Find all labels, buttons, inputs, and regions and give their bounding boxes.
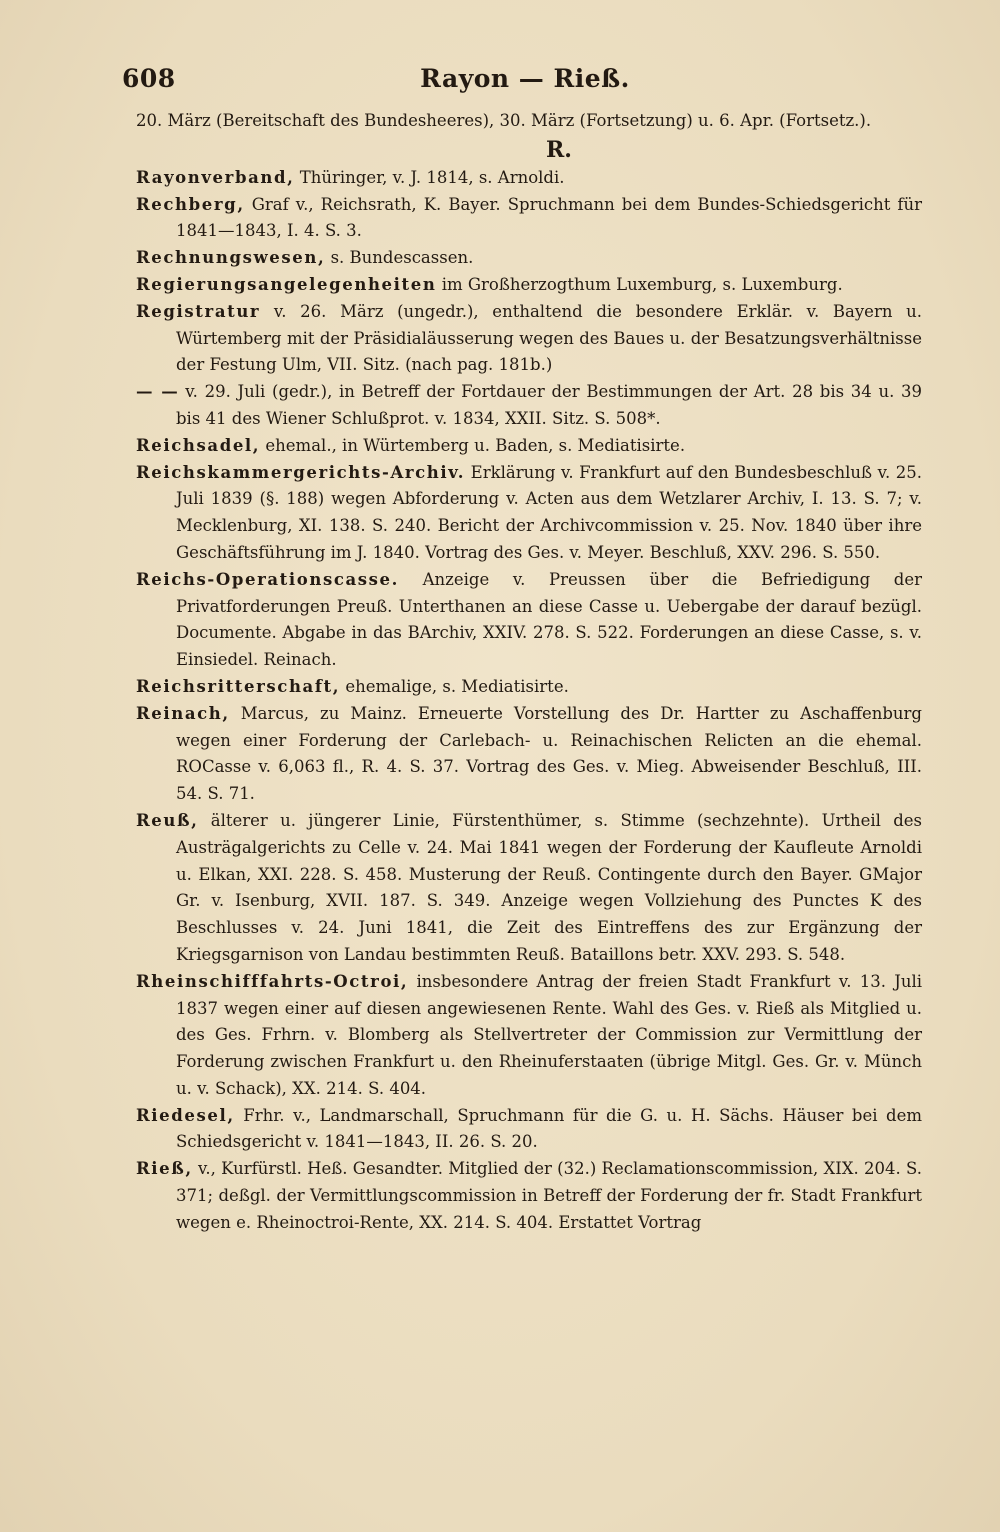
entry-headword: Rieß, (136, 1159, 193, 1179)
index-entry-registratur (136, 299, 922, 379)
entry-text: v., Kurfürstl. Heß. Gesandter. Mitglied der (32.) Reclamationscommission, XIX. 204. S. 371; deßgl. der Vermittlungscommission in Betreff der Forderung der fr. Stadt Frankfurt wegen e. Rheinoctroi-Rente, XX. 214. S. 404. Erstattet Vortrag (176, 1159, 922, 1232)
entry-text: Graf v., Reichsrath, K. Bayer. Spruchmann bei dem Bundes-Schiedsgericht für 1841—1843, I. 4. S. 3. (176, 194, 923, 241)
continuation-text: 20. März (Bereitschaft des Bundesheeres), 30. März (Fortsetzung) u. 6. Apr. (Fortsetz.). (136, 111, 872, 130)
entry-text: insbesondere Antrag der freien Stadt Frankfurt v. 13. Juli 1837 wegen einer auf diesen angewiesenen Rente. Wahl des Ges. v. Rieß als Mitglied u. des Ges. Frhrn. v. Blomberg als Stellvertreter der Commission zur Vermittlung der Forderung zwischen Frankfurt u. den Rheinuferstaaten (übrige Mitgl. Ges. Gr. v. Münch u. v. Schack), XX. 214. S. 404. (176, 971, 922, 1098)
entry-text: Frhr. v., Landmarschall, Spruchmann für die G. u. H. Sächs. Häuser bei dem Schiedsgericht v. 1841—1843, II. 26. S. 20. (176, 1105, 922, 1152)
running-head: Rayon — Rieß. (420, 64, 630, 93)
index-entry-reuss (136, 808, 922, 969)
entry-text: ehemal., in Würtemberg u. Baden, s. Mediatisirte. (265, 435, 686, 455)
index-entry-reichs-operationscasse (136, 567, 922, 674)
entry-headword: — — (136, 382, 179, 402)
index-entry-reinach (136, 701, 922, 808)
index-text (136, 108, 922, 1237)
index-entry-registratur-cont (136, 379, 922, 433)
entry-headword: Rechnungswesen, (136, 248, 326, 268)
index-entry-reichskammergericht (136, 460, 922, 567)
entry-headword: Registratur (136, 301, 261, 321)
entry-headword: Riedesel, (136, 1105, 235, 1125)
index-entry-riedesel (136, 1103, 922, 1157)
index-entry-riess (136, 1156, 922, 1236)
entry-text: s. Bundescassen. (330, 248, 474, 268)
entry-headword: Reichsadel, (136, 435, 261, 455)
entry-text: Marcus, zu Mainz. Erneuerte Vorstellung des Dr. Hartter zu Aschaffenburg wegen einer Forderung der Carlebach- u. Reinachischen Relicten an die ehemal. ROCasse v. 6,063 fl., R. 4. S. 37. Vortrag des Ges. v. Mieg. Abweisender Beschluß, III. 54. S. 71. (176, 703, 922, 804)
entry-text: ehemalige, s. Mediatisirte. (345, 676, 569, 696)
entry-text: Anzeige v. Preussen über die Befriedigung der Privatforderungen Preuß. Unterthanen an diese Casse u. Uebergabe der darauf bezügl. Documente. Abgabe in das BArchiv, XXIV. 278. S. 522. Forderungen an diese Casse, s. v. Einsiedel. Reinach. (176, 569, 922, 670)
entry-text: im Großherzogthum Luxemburg, s. Luxemburg. (441, 274, 843, 294)
page-number: 608 (122, 64, 176, 93)
entry-text: Erklärung v. Frankfurt auf den Bundesbeschluß v. 25. Juli 1839 (§. 188) wegen Abforderung v. Acten aus dem Wetzlarer Archiv, I. 13. S. 7; v. Mecklenburg, XI. 138. S. 240. Bericht der Archivcommission v. 25. Nov. 1840 über ihre Geschäftsführung im J. 1840. Vortrag des Ges. v. Meyer. Beschluß, XXV. 296. S. 550. (176, 462, 922, 562)
entry-headword: Regierungsangelegenheiten (136, 274, 437, 294)
entry-text: Thüringer, v. J. 1814, s. Arnoldi. (299, 167, 565, 187)
entry-headword: Rechberg, (136, 194, 245, 214)
index-entry-rechnungswesen (136, 245, 922, 272)
entry-headword: Reinach, (136, 703, 230, 723)
index-entry-reichsadel (136, 433, 922, 460)
entry-headword: Reuß, (136, 810, 199, 830)
index-entry-rheinschifffahrt (136, 969, 922, 1103)
index-entry-rechberg (136, 192, 922, 246)
index-entry-reichsritterschaft (136, 674, 922, 701)
entry-headword: Rayonverband, (136, 167, 295, 187)
entry-text: v. 29. Juli (gedr.), in Betreff der Fortdauer der Bestimmungen der Art. 28 bis 34 u. 39 bis 41 des Wiener Schlußprot. v. 1834, XXII. Sitz. S. 508*. (176, 382, 922, 428)
section-letter: R. (546, 136, 572, 163)
entry-headword: Reichs-Operationscasse. (136, 569, 399, 589)
entry-headword: Rheinschifffahrts-Octroi, (136, 971, 409, 991)
entry-text: v. 26. März (ungedr.), enthaltend die besondere Erklär. v. Bayern u. Würtemberg mit der Präsidialäusserung wegen des Baues u. der Besatzungsverhältnisse der Festung Ulm, VII. Sitz. (nach pag. 181b.) (176, 301, 922, 375)
index-entry-rayonverband (136, 165, 922, 192)
entry-text: älterer u. jüngerer Linie, Fürstenthümer, s. Stimme (sechzehnte). Urtheil des Austrägalgerichts zu Celle v. 24. Mai 1841 wegen der Forderung der Kaufleute Arnoldi u. Elkan, XXI. 228. S. 458. Musterung der Reuß. Contingente durch den Bayer. GMajor Gr. v. Isenburg, XVII. 187. S. 349. Anzeige wegen Vollziehung des Punctes K des Beschlusses v. 24. Juni 1841, die Zeit des Eintreffens des zur Ergänzung der Kriegsgarnison von Landau bestimmten Reuß. Bataillons betr. XXV. 293. S. 548. (176, 810, 922, 964)
entry-headword: Reichsritterschaft, (136, 676, 341, 696)
page-header (122, 64, 928, 98)
entry-headword: Reichskammergerichts-Archiv. (136, 462, 466, 482)
index-entry-regierungsangelegenheiten (136, 272, 922, 299)
